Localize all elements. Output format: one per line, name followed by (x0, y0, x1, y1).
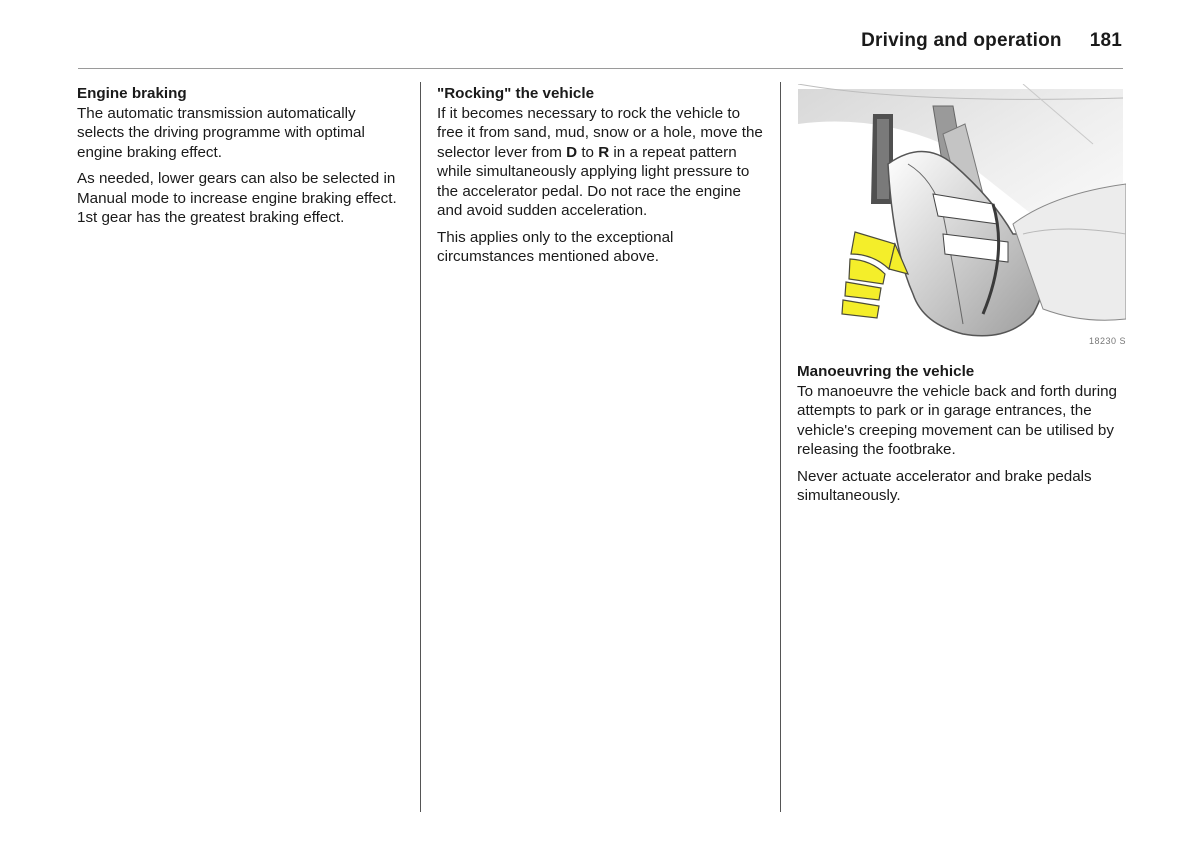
pedal-foot-drawing (793, 84, 1126, 352)
page-header (861, 30, 1122, 52)
figure-code: 18230 S (1088, 336, 1126, 346)
engine-braking-para-2: As needed, lower gears can also be selected in Manual mode to increase engine braking effect. 1st gear has the greatest braking effect. (77, 170, 397, 226)
rocking-text-2: to (577, 143, 599, 161)
rocking-text-1: If it becomes necessary to rock the vehicle to free it from sand, mud, snow or a hole, move the selector lever from (437, 104, 763, 161)
manoeuvring-para-2: Never actuate accelerator and brake pedals simultaneously. (797, 467, 1092, 504)
column-manoeuvring (797, 362, 1125, 513)
header-rule (78, 68, 1123, 69)
column-divider-2 (780, 82, 781, 812)
column-rocking-vehicle (437, 84, 767, 274)
rocking-heading: "Rocking" the vehicle (437, 85, 595, 102)
column-divider-1 (420, 82, 421, 812)
rocking-para-1 (437, 104, 767, 221)
engine-braking-para-1: The automatic transmission automatically selects the driving programme with optimal engine braking effect. (77, 104, 365, 161)
gear-d-label: D (566, 143, 578, 161)
engine-braking-heading: Engine braking (77, 85, 187, 102)
pedal-illustration (793, 84, 1126, 352)
column-engine-braking (77, 84, 407, 235)
manoeuvring-heading: Manoeuvring the vehicle (797, 363, 975, 380)
gear-r-label: R (598, 143, 610, 161)
page-number: 181 (1089, 30, 1122, 51)
rocking-text-3: in a repeat pattern while simultaneously applying light pressure to the accelerator pedal. Do not race the engine and avoid sudden acceleration. (437, 143, 750, 219)
rocking-para-2: This applies only to the exceptional circumstances mentioned above. (437, 228, 674, 265)
section-title: Driving and operation (861, 30, 1062, 51)
manoeuvring-para-1: To manoeuvre the vehicle back and forth during attempts to park or in garage entrances, the vehicle's creeping movement can be utilised by releasing the footbrake. (797, 382, 1117, 458)
